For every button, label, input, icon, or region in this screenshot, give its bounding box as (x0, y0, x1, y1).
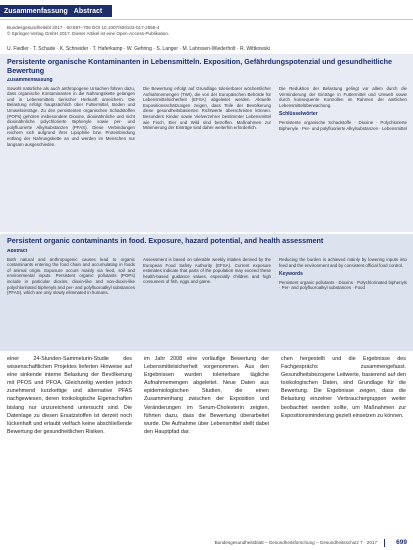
german-section-heading: Zusammenfassung (7, 78, 53, 83)
german-abstract-col2 (143, 86, 271, 228)
page-footer (0, 537, 413, 550)
journal-name: Bundesgesundheitsblatt – Gesundheitsforschung – Gesundheitsschutz 7 · 2017 (214, 540, 377, 545)
body-text-col3: chen hergestellt und die Ergebnisse des Fachgesprächs zusammengefasst. Gesundheitsbezogene Leitwerte, basierend auf den toxikologischen Daten, sind Grundlage für die Bewertung. Die Ergebnisse zeigen, dass die Belastung einzelner Verbrauchergruppen weiter beobachtet werden sollte, um Maßnahmen zur Expositionsminderung gezielt einsetzen zu können. (281, 356, 406, 419)
doi-line: Bundesgesundheitsbl 2017 · 60:697–706 DOI 10.1007/s00103-017-2558-4 (7, 25, 160, 30)
tab-zusammenfassung: Zusammenfassung (4, 7, 68, 15)
german-abstract-text3: Die Reduktion der Belastung gelingt vor allem durch die Verminderung der Einträge in Futtermittel und Umwelt sowie durch konsequente Kontrollen im Rahmen der amtlichen Lebensmittelüberwachung. (279, 86, 407, 108)
english-abstract-text2: Assessment is based on tolerable weekly intakes derived by the European Food Safety Authority (EFSA). Current exposure estimates indicate that parts of the population may exceed these health-based guidance values, especially children and high consumers of fish, eggs and game. (143, 257, 271, 285)
english-abstract-text3: Reducing the burden is achieved mainly by lowering inputs into feed and the environment and by consistent official food control. (279, 257, 407, 268)
german-abstract-text1: Sowohl natürliche als auch anthropogene Ursachen führen dazu, dass organische Kontaminanten in die Nahrungskette gelangen und in Lebensmitteln tierischer Herkunft anreichern. Die Belastung erfolgt hauptsächlich über Futtermittel, Boden und Umwelteinträge. Zu den persistenten organischen Schadstoffen (POPs) gehören insbesondere Dioxine, dioxinähnliche und nicht dioxinähnliche polychlorierte Biphenyle sowie per- und polyfluorierte Alkylsubstanzen (PFAS). Diese Verbindungen reichern sich aufgrund ihrer Lipophilie bzw. Proteinbindung entlang der Nahrungskette an und werden im Menschen nur langsam ausgeschieden. (7, 85, 135, 147)
header-tabs (0, 5, 112, 17)
english-abstract-text1: Both natural and anthropogenic causes lead to organic contaminants entering the food chain and accumulating in foods of animal origin. Exposure occurs mainly via feed, soil and environmental inputs. Persistent organic pollutants (POPs) include in particular dioxins, dioxin-like and non-dioxin-like polychlorinated biphenyls and per- and polyfluoroalkyl substances (PFAS), which are only slowly eliminated in humans. (7, 256, 135, 296)
tab-abstract: Abstract (73, 7, 103, 15)
german-abstract-col1 (7, 78, 135, 228)
footer-divider (384, 539, 385, 547)
author-list: U. Fiedler · T. Schade · K. Schneider · T. Haferkamp · W. Gehring · S. Langer · M. Lahrssen-Wiederholt · R. Wittkowski (7, 46, 270, 52)
german-abstract-text2: Die Bewertung erfolgt auf Grundlage tolerierbarer wöchentlicher Aufnahmemengen (TWI), die von der Europäischen Behörde für Lebensmittelsicherheit (EFSA) abgeleitet werden. Aktuelle Expositionsschätzungen zeigen, dass Teile der Bevölkerung diese gesundheitsbasierten Richtwerte überschreiten können. Besonders Kinder sowie Vielverzehrer bestimmter Lebensmittel wie Fisch, Eier und Wild sind betroffen. Maßnahmen zur Minimierung der Einträge sind daher weiterhin erforderlich. (143, 86, 271, 131)
english-title: Persistent organic contaminants in food. Exposure, hazard potential, and health assessment (7, 236, 324, 245)
copyright-line: © Springer-Verlag GmbH 2017. Dieser Artikel ist eine Open-Access-Publikation. (7, 31, 170, 36)
english-keywords: Persistent organic pollutants · Dioxins · Polychlorinated biphenyls · Per- and polyfluoroalkyl substances · Food (279, 279, 407, 291)
english-abstract-col1 (7, 249, 135, 349)
english-keywords-heading: Keywords (279, 271, 303, 278)
german-abstract-col3 (279, 86, 407, 228)
page-number: 699 (396, 539, 407, 546)
english-abstract-col3 (279, 257, 407, 349)
article-meta (7, 25, 407, 37)
body-text-col2: im Jahr 2008 eine vorläufige Bewertung der Lebensmittelsicherheit vorgenommen. Aus den Ergebnissen wurden tolerierbare tägliche Aufnahmemengen abgeleitet. Neue Daten aus epidemiologischen Studien, die einen Zusammenhang zwischen der Exposition und Veränderungen im Serum-Cholesterin zeigten, führten dazu, dass die Bewertung überarbeitet wurde. Die Aufnahme über Lebensmittel stellt dabei den Hauptpfad dar. (144, 356, 269, 435)
german-keywords: Persistente organische Schadstoffe · Dioxine · Polychlorierte Biphenyle · Per- und polyfluorierte Alkylsubstanzen · Lebensmittel (279, 119, 407, 131)
body-text-col1: einer 24-Stunden-Sammelurin-Studie des wissenschaftlichen Projektes lieferten Hinweise auf eine sinkende interne Belastung der Bevölkerung mit PFOS und PFOA. Gleichzeitig werden jedoch zunehmend kurzkettige und alternative PFAS nachgewiesen, deren toxikologische Eigenschaften bislang nur unzureichend untersucht sind. Die Datenlage zu diesen Ersatzstoffen ist derzeit noch lückenhaft und erlaubt vielfach keine abschließende Bewertung der gesundheitlichen Risiken. (7, 356, 132, 435)
english-abstract-col2 (143, 257, 271, 349)
header-bar (0, 0, 413, 20)
german-title: Persistente organische Kontaminanten in Lebensmitteln. Exposition, Gefährdungspotenzial und gesundheitliche Bewertung (7, 57, 392, 75)
english-section-heading: Abstract (7, 249, 28, 254)
german-keywords-heading: Schlüsselwörter (279, 111, 318, 118)
